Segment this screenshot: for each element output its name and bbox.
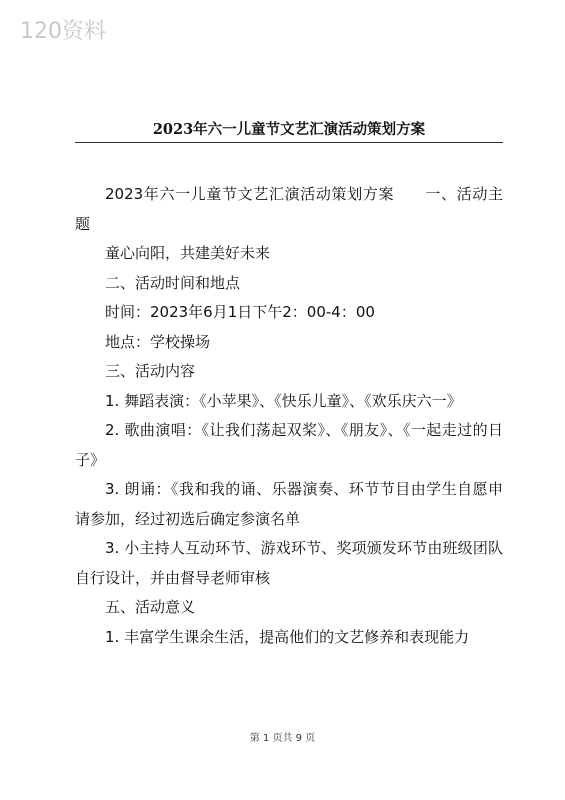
- page-footer: 第 1 页共 9 页: [249, 733, 316, 744]
- section-heading-time-place: 二、活动时间和地点: [105, 273, 241, 292]
- title-divider: [75, 142, 503, 143]
- paragraph-intro-heading: 2023年六一儿童节文艺汇演活动策划方案 一、活动主题: [75, 185, 503, 233]
- paragraph-time: 时间：2023年6月1日下午2：00-4：00: [105, 303, 375, 321]
- document-body: [75, 180, 503, 652]
- list-item-host-interaction: 3. 小主持人互动环节、游戏环节、奖项颁发环节由班级团队自行设计，并由督导老师审核: [75, 539, 503, 587]
- watermark-logo-text: 120资料: [20, 19, 106, 44]
- document-title: 2023年六一儿童节文艺汇演活动策划方案: [152, 121, 426, 138]
- section-heading-content: 三、活动内容: [105, 362, 196, 380]
- paragraph-place: 地点：学校操场: [105, 332, 211, 351]
- list-item-dance: 1. 舞蹈表演：《小苹果》、《快乐儿童》、《欢乐庆六一》: [105, 391, 462, 410]
- paragraph-theme: 童心向阳，共建美好未来: [105, 244, 271, 262]
- list-item-enrich-life: 1. 丰富学生课余生活，提高他们的文艺修养和表现能力: [105, 627, 470, 646]
- list-item-recitation: 3. 朗诵：《我和我的诵、乐器演奏、环节节目由学生自愿申请参加，经过初选后确定参演名单: [75, 480, 503, 528]
- list-item-singing: 2. 歌曲演唱：《让我们荡起双桨》、《朋友》、《一起走过的日子》: [75, 421, 503, 469]
- section-heading-significance: 五、活动意义: [105, 598, 196, 616]
